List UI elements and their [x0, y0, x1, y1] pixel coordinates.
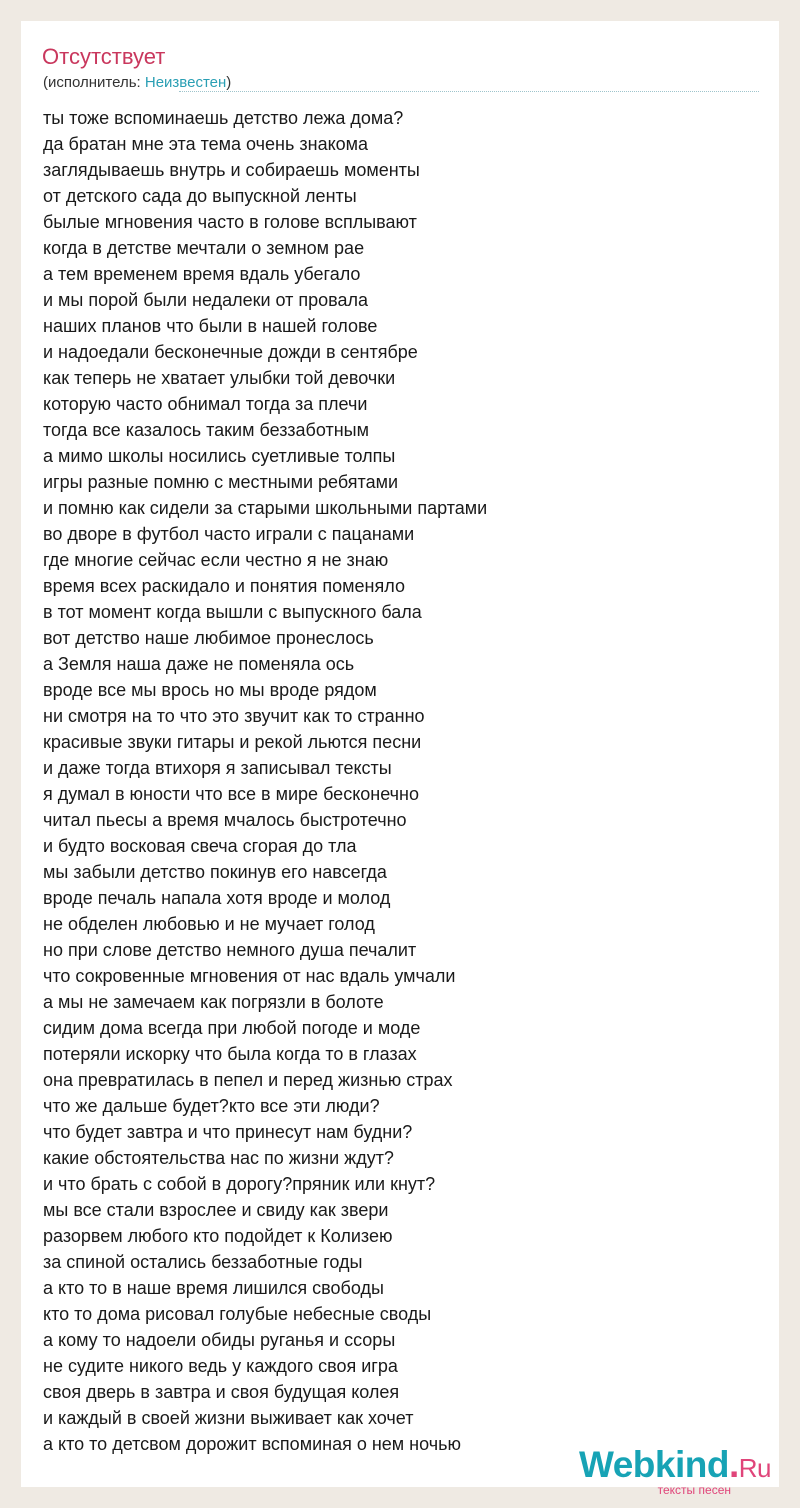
artist-suffix: ) [226, 74, 232, 91]
lyric-line: мы все стали взрослее и свиду как звери [43, 1200, 389, 1220]
lyric-line: и каждый в своей жизни выживает как хочет [43, 1408, 414, 1428]
lyric-line: вроде все мы врось но мы вроде рядом [43, 680, 377, 700]
lyric-line: как теперь не хватает улыбки той девочки [43, 368, 396, 388]
lyric-line: а кто то в наше время лишился свободы [43, 1278, 384, 1298]
lyric-line: и надоедали бесконечные дожди в сентябре [43, 342, 418, 362]
logo-dot: . [728, 1444, 739, 1485]
lyric-line: а Земля наша даже не поменяла ось [43, 654, 355, 674]
lyric-line: и даже тогда втихоря я записывал тексты [43, 758, 392, 778]
lyric-line: время всех раскидало и понятия поменяло [43, 576, 405, 596]
lyric-line: во дворе в футбол часто играли с пацанами [43, 524, 415, 544]
lyric-line: мы забыли детство покинув его навсегда [43, 862, 387, 882]
logo-name: Webkind [578, 1444, 729, 1485]
lyric-line: что будет завтра и что принесут нам будни? [43, 1122, 413, 1142]
lyric-line: и будто восковая свеча сгорая до тла [43, 836, 357, 856]
lyric-line: а кому то надоели обиды руганья и ссоры [43, 1330, 396, 1350]
lyric-line: что же дальше будет?кто все эти люди? [43, 1096, 380, 1116]
lyric-line: вот детство наше любимое пронеслось [43, 628, 374, 648]
lyric-line: вроде печаль напала хотя вроде и молод [43, 888, 391, 908]
lyric-line: красивые звуки гитары и рекой льются песни [43, 732, 422, 752]
lyric-line: потеряли искорку что была когда то в глазах [43, 1044, 417, 1064]
lyric-line: за спиной остались беззаботные годы [43, 1252, 363, 1272]
lyric-line: а тем временем время вдаль убегало [43, 264, 361, 284]
lyric-line: и что брать с собой в дорогу?пряник или кнут? [43, 1174, 436, 1194]
lyric-line: да братан мне эта тема очень знакома [43, 134, 369, 154]
lyric-line: разорвем любого кто подойдет к Колизею [43, 1226, 393, 1246]
lyric-line: она превратилась в пепел и перед жизнью страх [43, 1070, 453, 1090]
logo-tld: Ru [738, 1453, 771, 1483]
lyric-line: какие обстоятельства нас по жизни ждут? [43, 1148, 394, 1168]
lyric-line: своя дверь в завтра и своя будущая колея [43, 1382, 400, 1402]
logo-tagline: тексты песен [657, 1483, 731, 1497]
song-title: Отсутствует [42, 44, 166, 69]
lyric-line: читал пьесы а время мчалось быстротечно [43, 810, 407, 830]
lyric-line: сидим дома всегда при любой погоде и моде [43, 1018, 421, 1038]
lyric-line: не судите никого ведь у каждого своя игра [43, 1356, 398, 1376]
lyric-line: тогда все казалось таким беззаботным [43, 420, 369, 440]
lyric-line: но при слове детство немного душа печалит [43, 940, 417, 960]
lyric-line: от детского сада до выпускной ленты [43, 186, 357, 206]
artist-prefix: (исполнитель: [43, 74, 145, 91]
lyric-line: что сокровенные мгновения от нас вдаль умчали [43, 966, 456, 986]
lyric-line: не обделен любовью и не мучает голод [43, 914, 375, 934]
lyric-line: наших планов что были в нашей голове [43, 316, 378, 336]
artist-line [43, 73, 231, 93]
lyrics-card [21, 21, 779, 1497]
lyric-line: когда в детстве мечтали о земном рае [43, 238, 365, 258]
lyric-line: а мимо школы носились суетливые толпы [43, 446, 396, 466]
lyric-line: былые мгновения часто в голове всплывают [43, 212, 417, 232]
dotted-divider [179, 91, 759, 92]
lyric-line: игры разные помню с местными ребятами [43, 472, 399, 492]
lyric-line: и мы порой были недалеки от провала [43, 290, 369, 310]
lyric-line: ни смотря на то что это звучит как то странно [43, 706, 425, 726]
lyrics-text [43, 105, 487, 1457]
artist-link[interactable]: Неизвестен [144, 74, 227, 91]
logo-wordmark [579, 1446, 771, 1483]
lyric-line: заглядываешь внутрь и собираешь моменты [43, 160, 420, 180]
site-logo[interactable] [578, 1444, 771, 1497]
lyric-line: я думал в юности что все в мире бесконечно [43, 784, 419, 804]
lyric-line: а мы не замечаем как погрязли в болоте [43, 992, 384, 1012]
lyric-line: ты тоже вспоминаешь детство лежа дома? [43, 108, 404, 128]
lyric-line: где многие сейчас если честно я не знаю [43, 550, 389, 570]
lyric-line: которую часто обнимал тогда за плечи [43, 394, 368, 414]
lyric-line: и помню как сидели за старыми школьными партами [43, 498, 488, 518]
lyric-line: а кто то детсвом дорожит вспоминая о нем ночью [43, 1434, 461, 1454]
lyric-line: в тот момент когда вышли с выпускного бала [43, 602, 422, 622]
lyric-line: кто то дома рисовал голубые небесные своды [43, 1304, 432, 1324]
